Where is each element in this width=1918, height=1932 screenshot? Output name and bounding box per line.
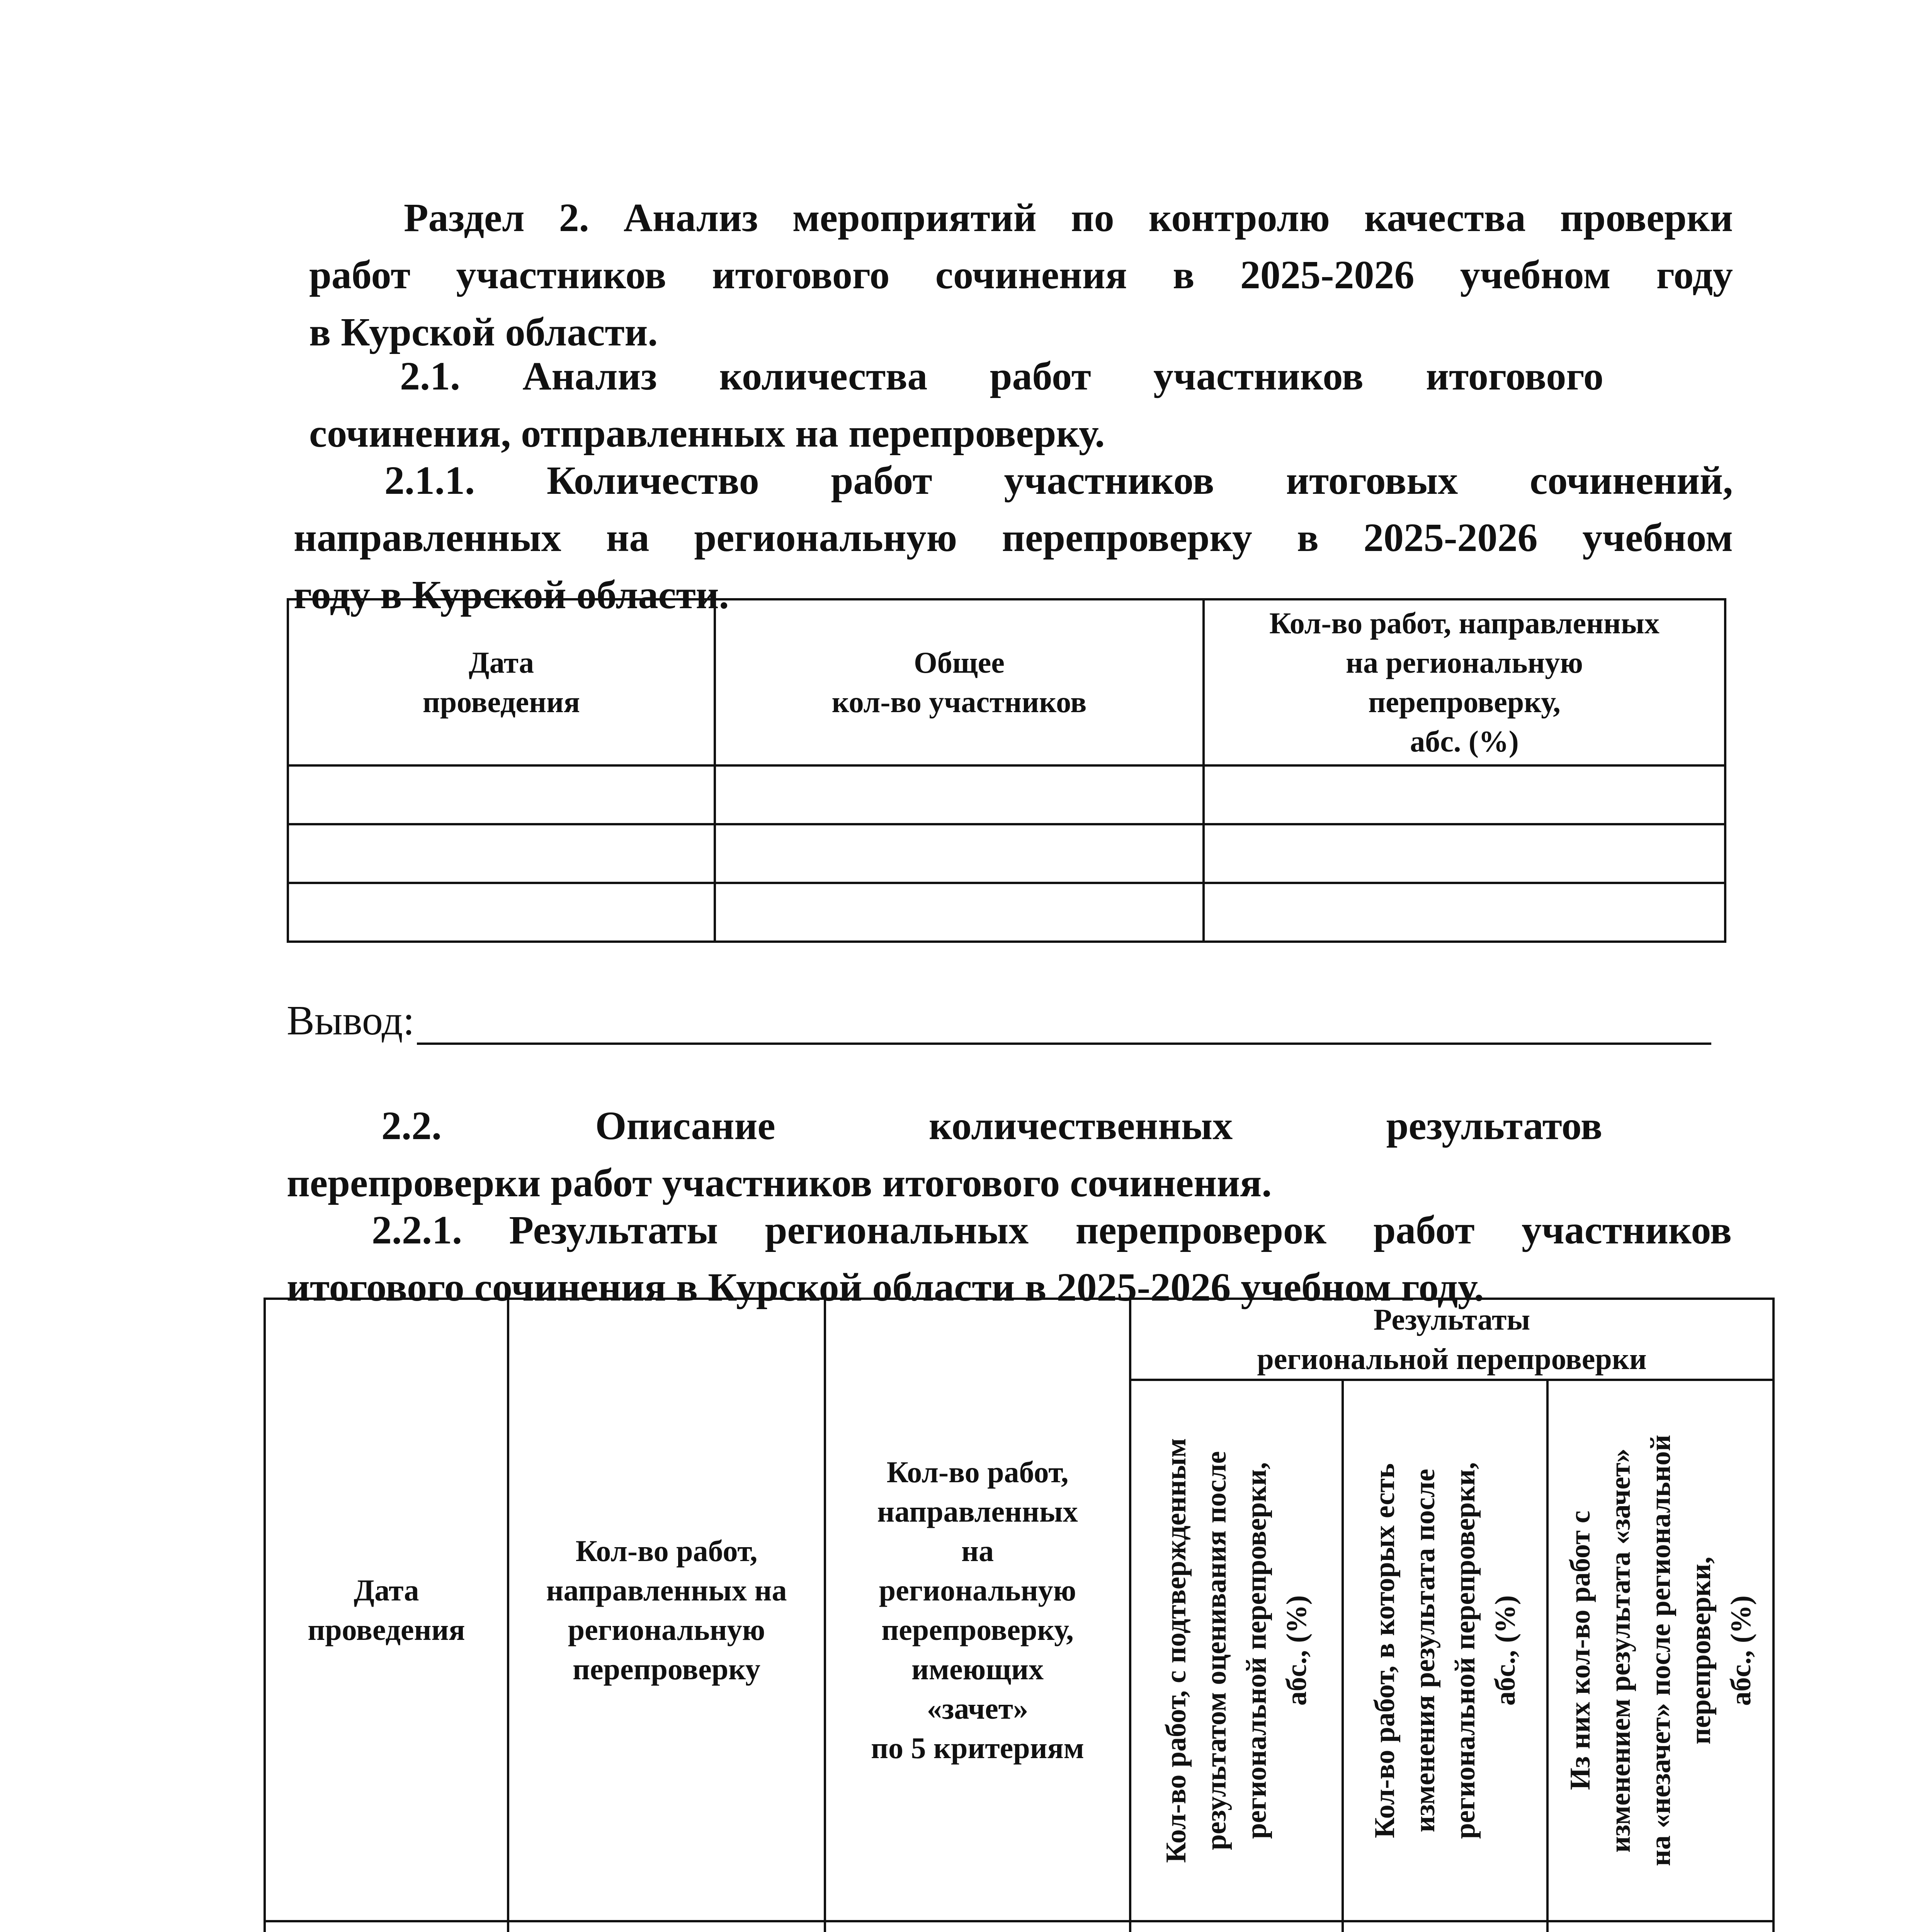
table-cell[interactable] (288, 824, 715, 883)
t2-v1-line-1: Кол-во работ, с подтвержденным (1160, 1438, 1192, 1863)
t1-h-total-2: кол-во участников (831, 685, 1087, 719)
table-row (265, 1921, 1773, 1932)
t2-h-date-2: проведения (308, 1612, 465, 1646)
t2-h-passed-3: на (961, 1534, 994, 1568)
title-line-2: работ участников итогового сочинения в 2025-2026 учебном году (309, 253, 1733, 297)
table-1-header-row (288, 599, 1725, 765)
t2-v1-line-4: абс., (%) (1281, 1595, 1313, 1706)
title-line-1: Раздел 2. Анализ мероприятий по контролю качества проверки (404, 196, 1733, 240)
subsection-2-2 (287, 1097, 1602, 1212)
t2-header-changed (1343, 1380, 1547, 1921)
table-cell[interactable] (288, 765, 715, 824)
t2-header-sent (508, 1299, 825, 1921)
t1-header-sent (1204, 599, 1725, 765)
t2-h-date-1: Дата (354, 1573, 419, 1607)
table-cell[interactable] (715, 824, 1204, 883)
table-row (288, 824, 1725, 883)
t1-h-sent-1: Кол-во работ, направленных (1269, 606, 1660, 640)
t1-h-sent-4: абс. (%) (1410, 724, 1519, 758)
t2-header-results-group (1130, 1299, 1773, 1380)
t2-v2-line-1: Кол-во работ, в которых есть (1369, 1463, 1401, 1838)
s221-line-2: итогового сочинения в Курской области в 2025-2026 учебном году. (287, 1265, 1484, 1310)
conclusion-1-input-line[interactable] (417, 1004, 1711, 1045)
t2-header-confirmed (1130, 1380, 1343, 1921)
t2-v2-line-2: изменения результата после (1409, 1469, 1441, 1832)
t1-h-sent-2: на региональную (1346, 646, 1583, 679)
s22-word-1: Описание (595, 1104, 775, 1148)
table-cell[interactable] (715, 883, 1204, 942)
section-2-title (309, 189, 1733, 361)
s221-line-1: 2.2.1. Результаты региональных перепроверок работ участников (372, 1208, 1732, 1252)
t2-h-sent-3: региональную (568, 1612, 765, 1646)
t2-header-row-1 (265, 1299, 1773, 1380)
s211-line-2: направленных на региональную перепроверку в 2025-2026 учебном (294, 515, 1733, 560)
subsection-2-1 (309, 348, 1603, 462)
table-cell[interactable] (1204, 883, 1725, 942)
table-cell[interactable] (825, 1921, 1130, 1932)
t2-h-sent-2: направленных на (546, 1573, 787, 1607)
table-cell[interactable] (508, 1921, 825, 1932)
t2-h-passed-8: по 5 критериям (871, 1731, 1084, 1765)
conclusion-1-label: Вывод: (287, 998, 415, 1044)
s211-line-1: 2.1.1. Количество работ участников итоговых сочинений, (384, 458, 1733, 503)
conclusion-1 (287, 997, 1711, 1045)
t2-v2-line-3: региональной перепроверки, (1449, 1462, 1481, 1839)
t2-v3-line-1: Из них кол-во работ с (1564, 1510, 1596, 1791)
t2-h-sent-1: Кол-во работ, (575, 1534, 758, 1568)
t2-h-passed-6: имеющих (911, 1652, 1044, 1686)
s22-word-2: количественных (929, 1104, 1233, 1148)
t1-header-date (288, 599, 715, 765)
t2-h-passed-4: региональную (879, 1573, 1076, 1607)
table-row (288, 765, 1725, 824)
table-2-recheck-results (264, 1298, 1775, 1932)
t1-h-date-2: проведения (422, 685, 580, 719)
t2-h-passed-1: Кол-во работ, (886, 1455, 1069, 1489)
t2-h-group-2: региональной перепроверки (1257, 1342, 1647, 1376)
t2-v1-line-3: региональной перепроверки, (1241, 1462, 1272, 1839)
table-cell[interactable] (1130, 1921, 1343, 1932)
t2-h-passed-2: направленных (877, 1494, 1078, 1528)
table-cell[interactable] (715, 765, 1204, 824)
t2-header-pass-to-fail (1547, 1380, 1773, 1921)
t2-h-passed-7: «зачет» (927, 1691, 1029, 1725)
t2-h-sent-4: перепроверку (573, 1652, 760, 1686)
t2-v3-line-5: абс., (%) (1725, 1595, 1757, 1706)
t2-header-date (265, 1299, 508, 1921)
t2-v3-line-4: перепроверки, (1685, 1556, 1717, 1745)
title-line-3: в Курской области. (309, 310, 658, 354)
t2-header-passed (825, 1299, 1130, 1921)
t2-h-passed-5: перепроверку, (881, 1612, 1074, 1646)
t1-h-date-1: Дата (469, 646, 534, 679)
table-1-regional-recheck-count (287, 598, 1726, 943)
table-cell[interactable] (1204, 765, 1725, 824)
table-row (288, 883, 1725, 942)
s22-word-3: результатов (1386, 1104, 1602, 1148)
s22-line-2: перепроверки работ участников итогового сочинения. (287, 1161, 1272, 1205)
t1-header-total (715, 599, 1204, 765)
t1-h-sent-3: перепроверку, (1368, 685, 1561, 719)
table-cell[interactable] (1547, 1921, 1773, 1932)
s22-line-1 (287, 1097, 1602, 1155)
t2-v3-line-3: на «незачет» после региональной (1644, 1435, 1677, 1866)
t2-v1-line-2: результатом оценивания после (1200, 1451, 1232, 1850)
t1-h-total-1: Общее (914, 646, 1005, 679)
s21-line-2: сочинения, отправленных на перепроверку. (309, 411, 1105, 456)
s22-num: 2.2. (381, 1104, 442, 1148)
t2-h-group-1: Результаты (1373, 1303, 1530, 1336)
table-cell[interactable] (1204, 824, 1725, 883)
s211-line-3: году в Курской области. (294, 573, 729, 617)
table-cell[interactable] (1343, 1921, 1547, 1932)
t2-v2-line-4: абс., (%) (1490, 1595, 1521, 1706)
s21-line-1: 2.1. Анализ количества работ участников итогового (400, 354, 1603, 398)
table-cell[interactable] (288, 883, 715, 942)
t2-v3-line-2: изменением результата «зачет» (1604, 1448, 1636, 1853)
table-cell[interactable] (265, 1921, 508, 1932)
